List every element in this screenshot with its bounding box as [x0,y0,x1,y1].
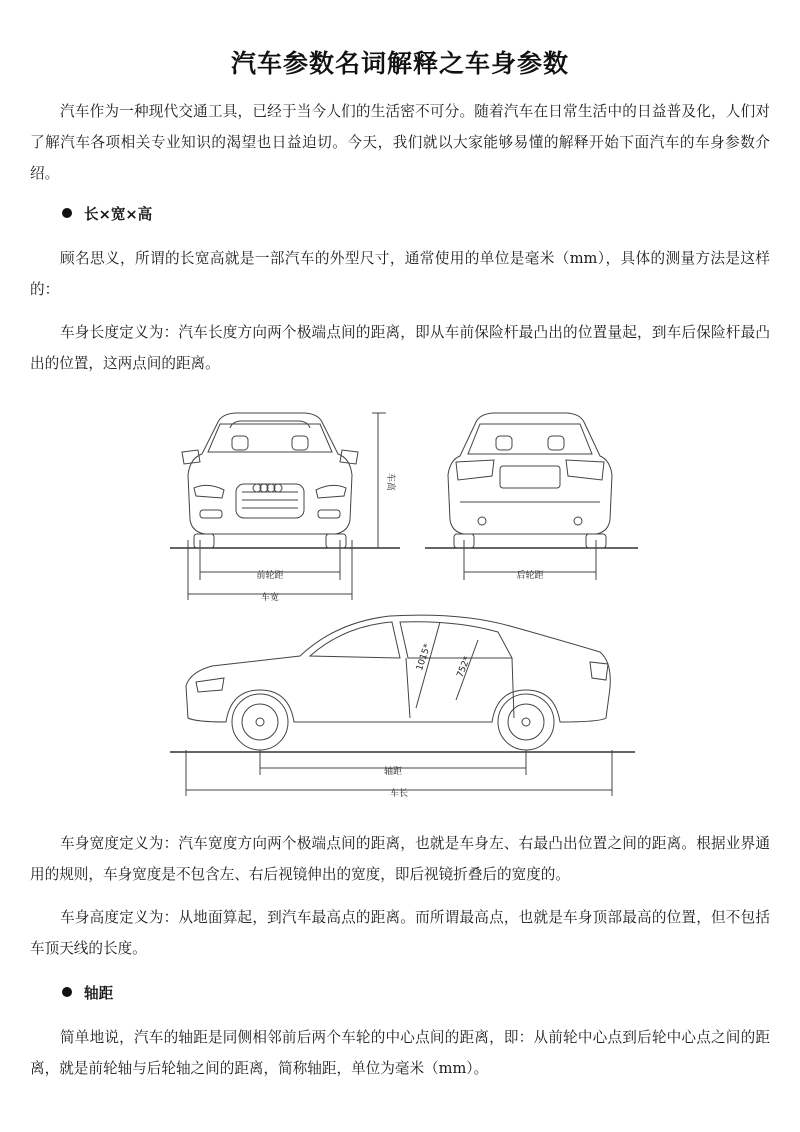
intro-paragraph: 汽车作为一种现代交通工具，已经于当今人们的生活密不可分。随着汽车在日常生活中的日益普及化，人们对了解汽车各项相关专业知识的渴望也日益迫切。今天，我们就以大家能够易懂的解释开始下面汽车的车身参数介绍。 [30,103,770,182]
bullet-icon [62,208,72,218]
height-label: 车高 [385,472,395,492]
door-dimension-2: 752* [455,655,473,680]
dimensions-paragraph-4: 车身高度定义为：从地面算起，到汽车最高点的距离。而所谓最高点，也就是车身顶部最高的位置，但不包括车顶天线的长度。 [30,909,770,957]
wheelbase-paragraph: 简单地说，汽车的轴距是同侧相邻前后两个车轮的中心点间的距离，即：从前轮中心点到后轮中心点之间的距离，就是前轮轴与后轮轴之间的距离，简称轴距，单位为毫米（mm）。 [30,1029,770,1077]
section-heading-dimensions [62,203,152,224]
wheelbase-label: 轴距 [383,767,403,777]
door-dimension-1: 1015* [415,642,434,672]
length-label: 车长 [389,789,409,799]
car-side-view [170,615,635,796]
width-label: 车宽 [260,593,280,603]
car-dimension-figure [160,400,640,800]
section-heading-wheelbase-text: 轴距 [84,985,114,1002]
dimensions-paragraph-1: 顾名思义，所谓的长宽高就是一部汽车的外型尺寸，通常使用的单位是毫米（mm），具体的测量方法是这样的： [30,250,770,298]
rear-track-label: 后轮距 [516,571,544,581]
dimensions-paragraph-3: 车身宽度定义为：汽车宽度方向两个极端点间的距离，也就是车身左、右最凸出位置之间的距离。根据业界通用的规则，车身宽度是不包含左、右后视镜伸出的宽度，即后视镜折叠后的宽度的。 [30,835,770,883]
car-dimension-drawing [160,400,640,800]
car-front-view [170,413,400,600]
bullet-icon [62,987,72,997]
section-heading-wheelbase [62,982,113,1003]
front-track-label: 前轮距 [256,571,284,581]
section-heading-dimensions-text: 长×宽×高 [84,206,153,223]
car-rear-view [425,413,638,580]
page-title: 汽车参数名词解释之车身参数 [230,49,569,78]
dimensions-paragraph-2: 车身长度定义为：汽车长度方向两个极端点间的距离，即从车前保险杆最凸出的位置量起，到车后保险杆最凸出的位置，这两点间的距离。 [30,324,770,372]
